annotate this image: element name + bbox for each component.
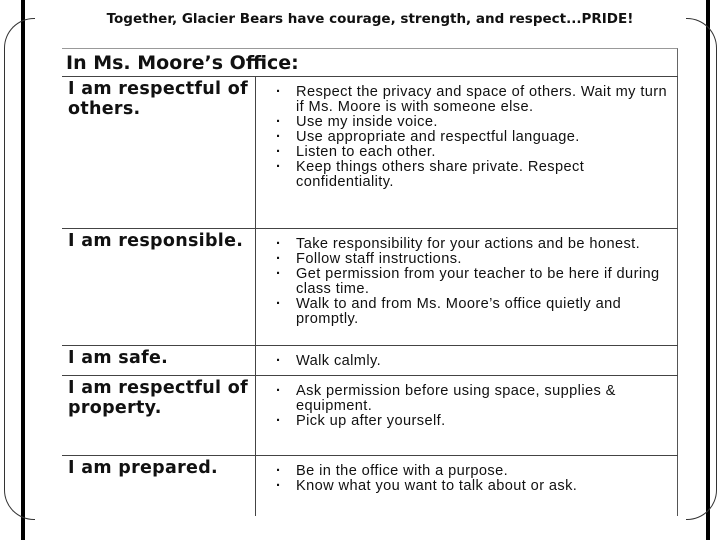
list-item: · Know what you want to talk about or ask. (276, 479, 673, 494)
list-item: · Pick up after yourself. (276, 414, 673, 429)
row-expectations (255, 376, 678, 456)
left-frame-curve (4, 18, 35, 520)
table-row (62, 228, 678, 346)
office-expectations-table (62, 48, 678, 515)
bullet-list (276, 384, 673, 429)
table-row (62, 375, 678, 456)
list-item: · Respect the privacy and space of others. Wait my turn if Ms. Moore is with someone else. (276, 85, 673, 115)
list-item: · Keep things others share private. Respect confidentiality. (276, 160, 673, 190)
row-expectations (255, 456, 678, 516)
row-label: I am respectful of property. (68, 378, 248, 418)
list-item: · Use appropriate and respectful language. (276, 130, 673, 145)
list-item: · Walk calmly. (276, 354, 673, 369)
row-label: I am respectful of others. (68, 79, 248, 119)
list-item: · Follow staff instructions. (276, 252, 673, 267)
row-expectations (255, 77, 678, 229)
list-item: · Take responsibility for your actions and be honest. (276, 237, 673, 252)
list-item: · Be in the office with a purpose. (276, 464, 673, 479)
list-item: · Listen to each other. (276, 145, 673, 160)
list-item: · Walk to and from Ms. Moore’s office quietly and promptly. (276, 297, 673, 327)
table-row (62, 455, 678, 516)
list-item: · Get permission from your teacher to be here if during class time. (276, 267, 673, 297)
bullet-list (276, 237, 673, 327)
row-label: I am safe. (68, 348, 169, 368)
bullet-list (276, 464, 673, 494)
list-item: · Use my inside voice. (276, 115, 673, 130)
table-row (62, 76, 678, 229)
row-label: I am prepared. (68, 458, 218, 478)
bullet-list (276, 354, 673, 369)
right-frame-curve (686, 18, 717, 520)
table-header: In Ms. Moore’s Office: (62, 48, 678, 76)
bullet-list (276, 85, 673, 190)
table-row (62, 345, 678, 376)
row-expectations (255, 229, 678, 346)
list-item: · Ask permission before using space, supplies & equipment. (276, 384, 673, 414)
row-label: I am responsible. (68, 231, 244, 251)
row-expectations (255, 346, 678, 376)
document-title: Together, Glacier Bears have courage, strength, and respect...PRIDE! (106, 11, 634, 27)
